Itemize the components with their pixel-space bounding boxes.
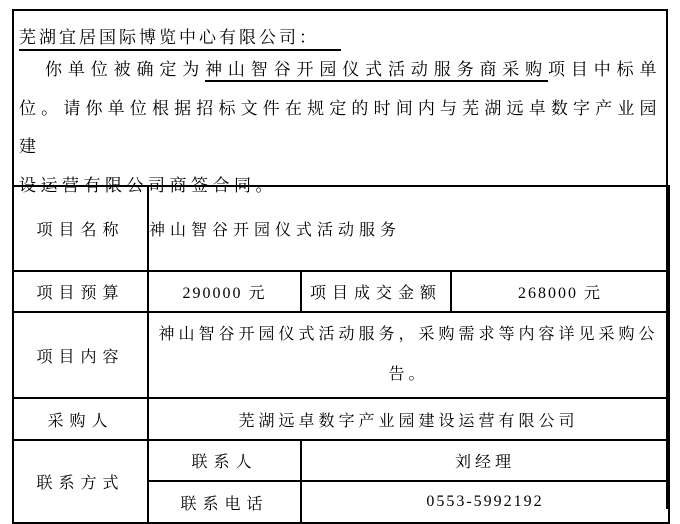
- award-info-table: [12, 185, 670, 524]
- contact-phone-value: 0553-5992192: [301, 481, 669, 523]
- paragraph-text: 项目中标单: [548, 60, 662, 79]
- project-name-value: 神山智谷开园仪式活动服务: [148, 186, 669, 271]
- deal-amount-label: 项目成交金额: [301, 271, 451, 312]
- purchaser-value: 芜湖远卓数字产业园建设运营有限公司: [148, 398, 669, 440]
- addressee-company-name: 芜湖宜居国际博览中心有限公司：: [19, 28, 341, 51]
- project-content-label: 项目内容: [13, 312, 148, 398]
- table-row-project-content: [13, 312, 669, 398]
- notice-paragraph-line-3: 设运营有限公司商签合同。: [19, 175, 277, 195]
- notice-paragraph-line-2: 位。请你单位根据招标文件在规定的时间内与芜湖远卓数字产业园建: [19, 98, 661, 156]
- project-content-value: 神山智谷开园仪式活动服务，采购需求等内容详见采购公告。: [148, 312, 669, 398]
- contact-person-value: 刘经理: [301, 440, 669, 481]
- table-row-budget: [13, 271, 669, 312]
- table-row-purchaser: [13, 398, 669, 440]
- budget-value: 290000 元: [148, 271, 301, 312]
- table-row-contact-person: [13, 440, 669, 481]
- salutation-line: [19, 24, 661, 51]
- contact-person-label: 联系人: [148, 440, 301, 481]
- deal-amount-value: 268000 元: [451, 271, 669, 312]
- notice-text-section: [14, 24, 666, 195]
- budget-label: 项目预算: [13, 271, 148, 312]
- project-name-label: 项目名称: [13, 186, 148, 271]
- paragraph-text: 你单位被确定为: [45, 60, 206, 79]
- contact-phone-label: 联系电话: [148, 481, 301, 523]
- document-frame: [12, 9, 668, 513]
- notice-paragraph-line-1: [19, 51, 661, 90]
- underlined-project-name: 神山智谷开园仪式活动服务商采购: [205, 60, 548, 82]
- contact-label: 联系方式: [13, 440, 148, 523]
- purchaser-label: 采购人: [13, 398, 148, 440]
